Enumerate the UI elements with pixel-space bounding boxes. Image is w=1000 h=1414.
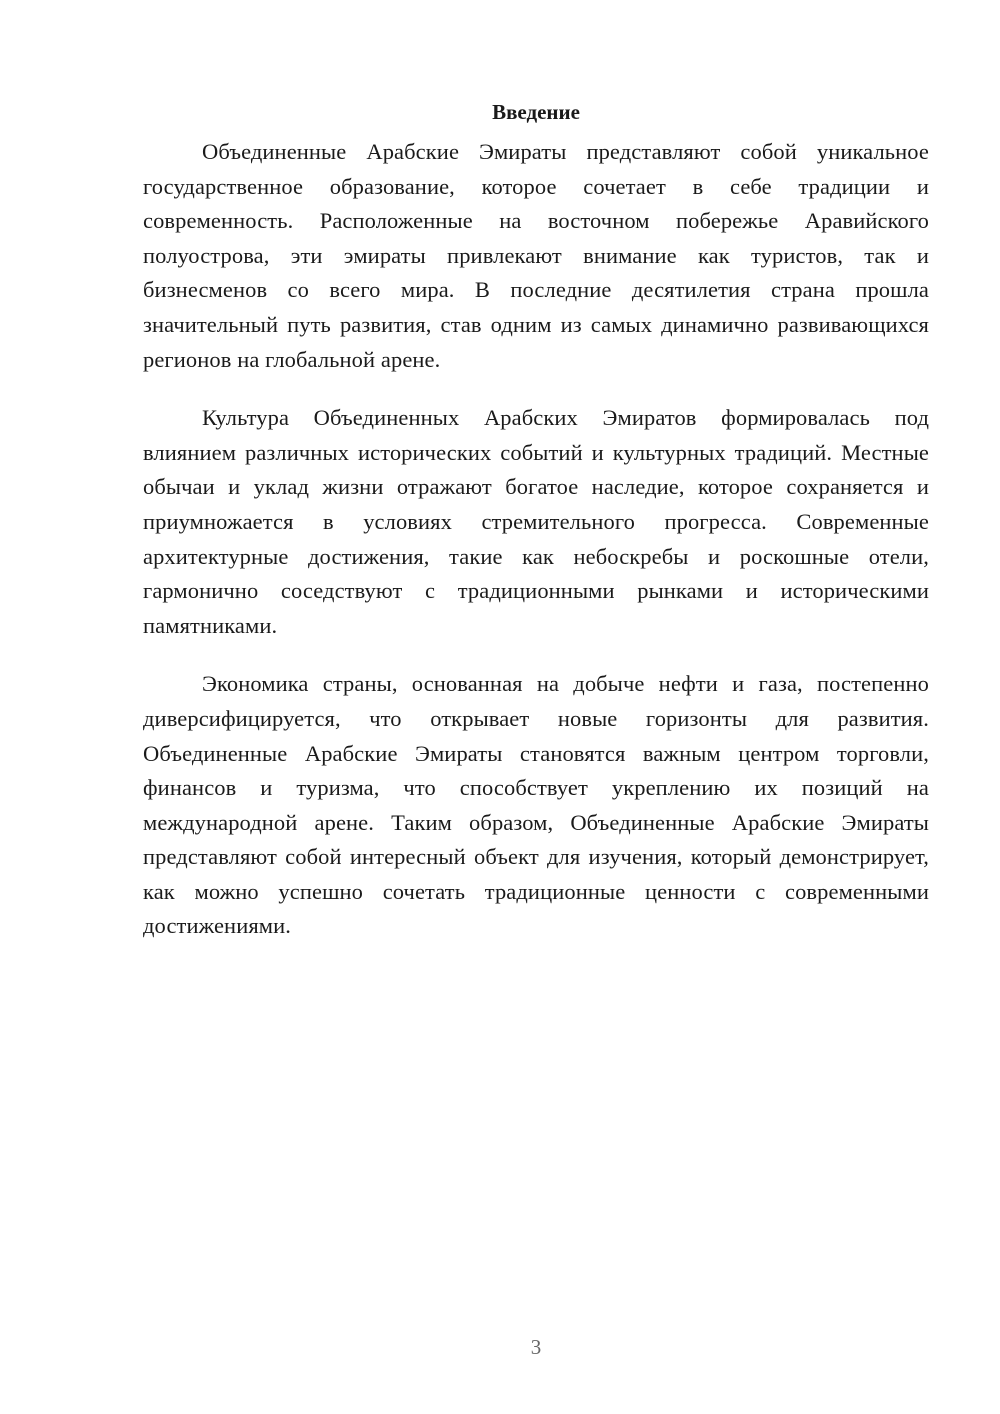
page-number: 3 bbox=[530, 1335, 542, 1359]
page-content bbox=[143, 97, 929, 968]
section-heading: Введение bbox=[492, 100, 580, 124]
paragraph-1: Объединенные Арабские Эмираты представляют собой уникальное государственное образование, которое сочетает в себе традиции и современность. Расположенные на восточном побережье Аравийского полуострова, эти эмираты привлекают внимание как туристов, так и бизнесменов со всего мира. В последние десятилетия страна прошла значительный путь развития, став одним из самых динамично развивающихся регионов на глобальной арене. bbox=[143, 139, 929, 372]
paragraph-3: Экономика страны, основанная на добыче нефти и газа, постепенно диверсифицируется, что открывает новые горизонты для развития. Объединенные Арабские Эмираты становятся важным центром торговли, финансов и туризма, что способствует укреплению их позиций на международной арене. Таким образом, Объединенные Арабские Эмираты представляют собой интересный объект для изучения, который демонстрирует, как можно успешно сочетать традиционные ценности с современными достижениями. bbox=[143, 671, 929, 939]
paragraph-2: Культура Объединенных Арабских Эмиратов формировалась под влиянием различных исторических событий и культурных традиций. Местные обычаи и уклад жизни отражают богатое наследие, которое сохраняется и приумножается в условиях стремительного прогресса. Современные архитектурные достижения, такие как небоскребы и роскошные отели, гармонично соседствуют с традиционными рынками и историческими памятниками. bbox=[143, 405, 929, 638]
